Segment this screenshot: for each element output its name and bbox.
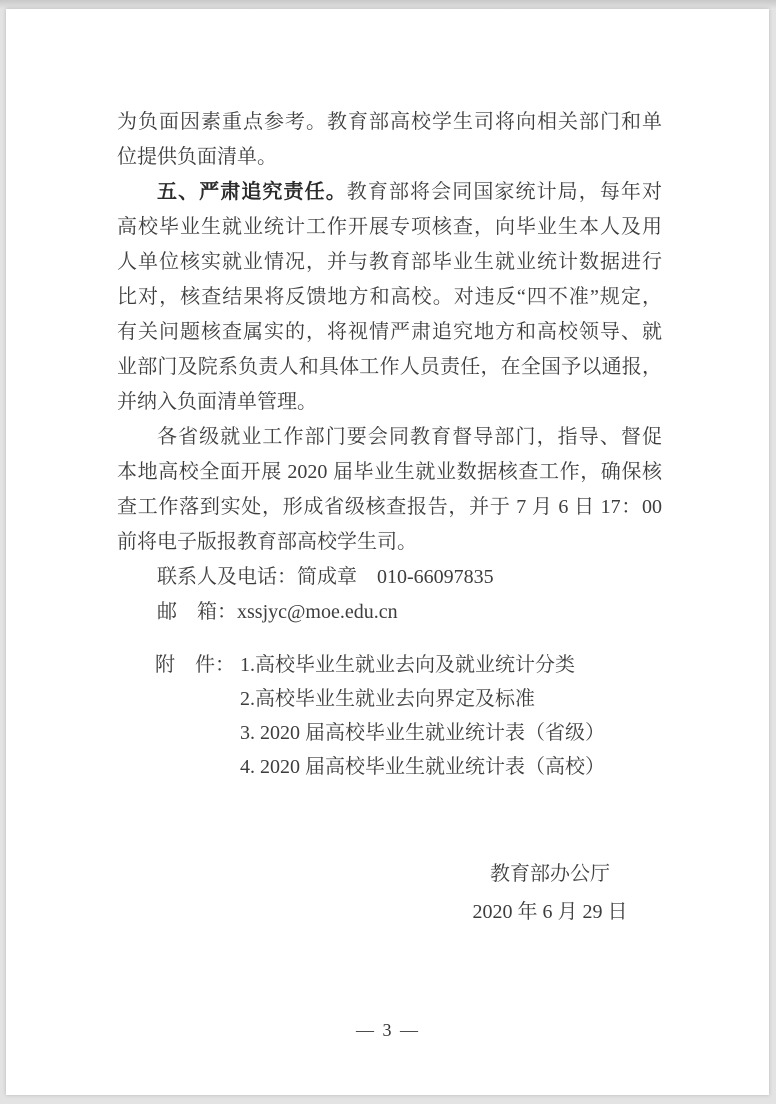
document-body xyxy=(117,105,662,784)
body-line: 为负面因素重点参考。教育部高校学生司将向相关部门和单 xyxy=(117,111,662,133)
signature-block xyxy=(400,855,700,931)
body-line: 各省级就业工作部门要会同教育督导部门，指导、督促 xyxy=(157,426,662,448)
body-line: 比对，核查结果将反馈地方和高校。对违反“四不准”规定， xyxy=(117,286,662,308)
attachment-item: 3. 2020 届高校毕业生就业统计表（省级） xyxy=(240,722,605,744)
body-line: 前将电子版报教育部高校学生司。 xyxy=(117,531,417,553)
attachment-item: 1.高校毕业生就业去向及就业统计分类 xyxy=(240,654,575,676)
attachment-item: 4. 2020 届高校毕业生就业统计表（高校） xyxy=(240,756,605,778)
body-line: 并纳入负面清单管理。 xyxy=(117,391,317,413)
email-line: 邮 箱：xssjyc@moe.edu.cn xyxy=(157,601,398,623)
attachment-item: 2.高校毕业生就业去向界定及标准 xyxy=(240,688,535,710)
attachments-label: 附 件： xyxy=(155,654,235,676)
section-heading: 五、严肃追究责任。 xyxy=(157,181,347,203)
body-line: 高校毕业生就业统计工作开展专项核查，向毕业生本人及用 xyxy=(117,216,662,238)
body-line: 本地高校全面开展 2020 届毕业生就业数据核查工作，确保核 xyxy=(117,461,662,483)
attachments-block xyxy=(117,648,662,784)
page-number: — 3 — xyxy=(356,1020,420,1040)
contact-line: 联系人及电话：简成章 010-66097835 xyxy=(157,566,494,588)
body-line: 位提供负面清单。 xyxy=(117,146,277,168)
body-line: 人单位核实就业情况，并与教育部毕业生就业统计数据进行 xyxy=(117,251,662,273)
attachments-list xyxy=(240,648,662,784)
issue-date: 2020 年 6 月 29 日 xyxy=(472,901,628,923)
body-line: 业部门及院系负责人和具体工作人员责任，在全国予以通报， xyxy=(117,356,662,378)
body-line: 有关问题核查属实的，将视情严肃追究地方和高校领导、就 xyxy=(117,321,662,343)
body-line: 五、严肃追究责任。教育部将会同国家统计局，每年对 xyxy=(157,181,663,203)
issuing-agency: 教育部办公厅 xyxy=(490,863,610,885)
body-line: 查工作落到实处，形成省级核查报告，并于 7 月 6 日 17：00 xyxy=(117,496,662,518)
